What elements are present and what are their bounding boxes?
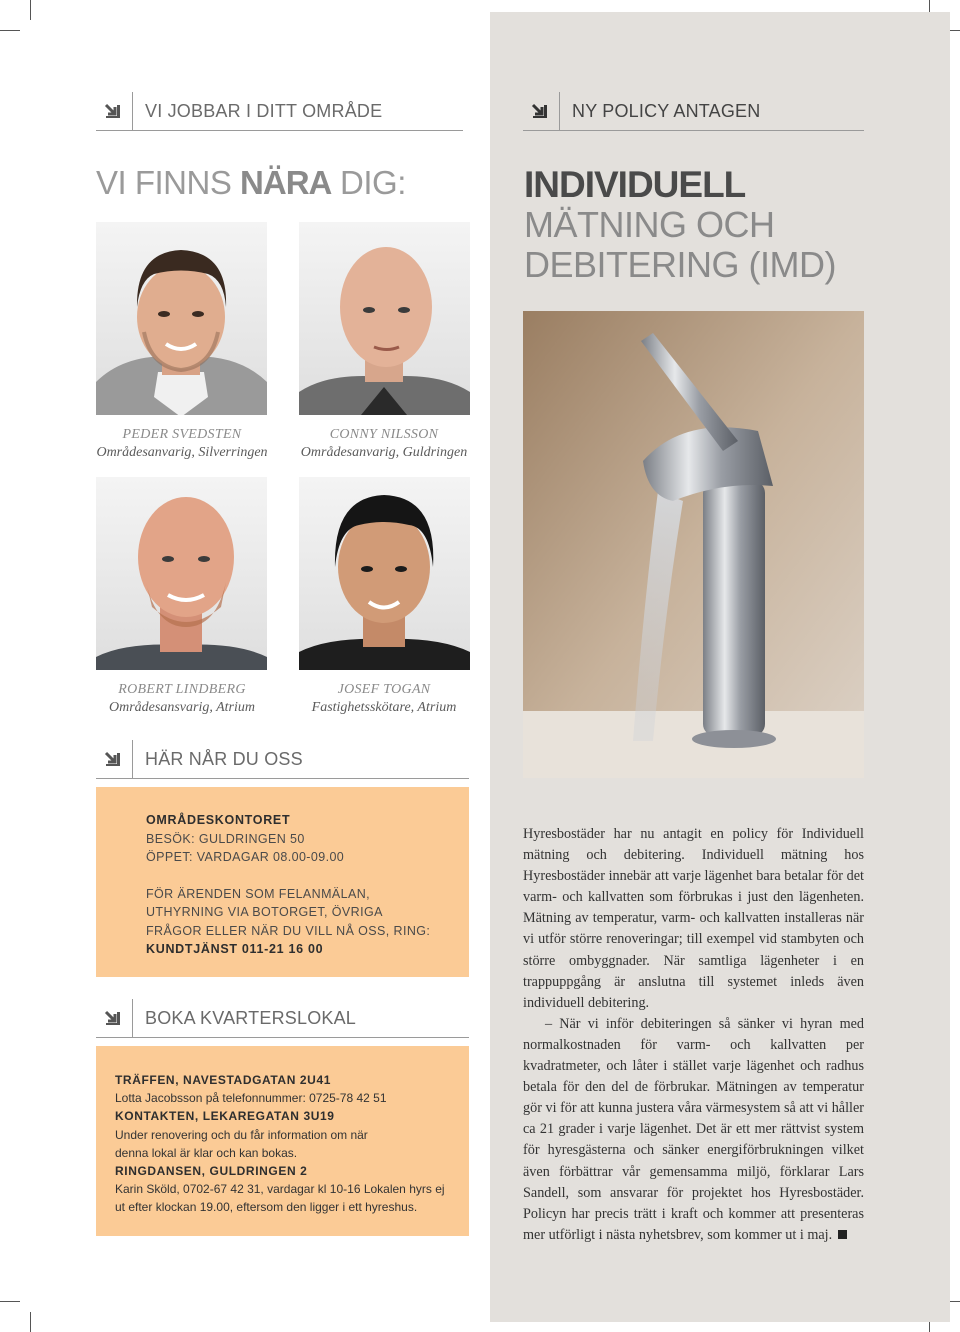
venue-text: ut efter klockan 19.00, eftersom den ligger i ett hyreshus.	[115, 1200, 418, 1215]
arrow-down-right-icon	[96, 999, 133, 1037]
contact-text-line: FRÅGOR ELLER NÄR DU VILL NÅ OSS, RING:	[146, 923, 431, 938]
person-name: PEDER SVEDSTEN	[122, 427, 242, 442]
portrait-photo	[96, 477, 267, 670]
person-caption	[72, 426, 292, 462]
crop-mark	[0, 1301, 20, 1302]
section-header-contact	[96, 740, 469, 779]
person-name: ROBERT LINDBERG	[118, 682, 246, 697]
person-caption	[274, 681, 494, 717]
portrait-photo	[299, 477, 470, 670]
arrow-down-right-icon	[96, 740, 133, 778]
venue-text: denna lokal är klar och kan bokas.	[115, 1145, 298, 1160]
venue-heading: KONTAKTEN, LEKAREGATAN 3U19	[115, 1109, 335, 1124]
section-label: NY POLICY ANTAGEN	[572, 100, 761, 121]
page-title: VI FINNS NÄRA DIG:	[96, 164, 406, 201]
venue-text: Under renovering och du får information om när	[115, 1127, 368, 1142]
contact-box	[96, 787, 469, 977]
end-mark-icon	[838, 1230, 847, 1239]
venue-text: Lotta Jacobsson på telefonnummer: 0725-78 42 51	[115, 1091, 387, 1106]
venue-heading: RINGDANSEN, GULDRINGEN 2	[115, 1164, 308, 1179]
section-header-booking	[96, 999, 469, 1038]
section-label: HÄR NÅR DU OSS	[145, 748, 303, 769]
person-name: CONNY NILSSON	[329, 427, 439, 442]
person-caption	[274, 426, 494, 462]
portrait-photo	[299, 222, 470, 415]
article-title-line: DEBITERING (IMD)	[524, 244, 836, 285]
booking-box	[96, 1046, 469, 1236]
section-label: VI JOBBAR I DITT OMRÅDE	[145, 100, 383, 121]
venue-heading: TRÄFFEN, NAVESTADGATAN 2U41	[115, 1073, 331, 1087]
section-header-policy	[523, 92, 864, 131]
crop-mark	[30, 1312, 31, 1332]
article-title	[524, 165, 864, 285]
person-role: Områdesanvarig, Guldringen	[300, 445, 468, 460]
arrow-down-right-icon	[96, 92, 133, 130]
person-role: Områdesansvarig, Atrium	[109, 700, 255, 715]
article-title-line: MÄTNING OCH	[524, 204, 775, 245]
article-paragraph: – När vi inför debiteringen så sänker vi hyran med normalkostnaden för varm- och kallvatten per kvadratmeter, och låter i stället varje lägenhet och radhus betala för den del de förbrukar. Mätningen av temperatur gör vi för att kunna justera våra värmesystem så att vi håller ca 21 grader i varje lägenhet. Det är ett mer rättvist system för hyresgästerna och sänker energiförbrukningen vilket även förbättrar vår gemensamma miljö, förklarar Lars Sandell, som ansvarar för projektet hos Hyresbostäder. Policyn har precis trätt i kraft och kommer att presenteras mer utförligt i nästa nyhetsbrev, som kommer ut i maj.	[523, 1015, 864, 1243]
person-name: JOSEF TOGAN	[337, 682, 431, 697]
section-label: BOKA KVARTERSLOKAL	[145, 1007, 357, 1028]
article-body	[523, 824, 864, 1246]
portrait-photo	[96, 222, 267, 415]
office-heading: OMRÅDESKONTORET	[146, 813, 291, 827]
faucet-photo	[523, 311, 864, 778]
section-header-area	[96, 92, 463, 131]
contact-text-line: FÖR ÄRENDEN SOM FELANMÄLAN,	[146, 886, 371, 901]
arrow-down-right-icon	[523, 92, 560, 130]
article-title-line: INDIVIDUELL	[524, 164, 746, 205]
crop-mark	[0, 30, 20, 31]
article-paragraph: Hyresbostäder har nu antagit en policy för Individuell mätning och debitering. Individuell mätning hos Hyresbostäder innebär att varje lägenhet bara betalar för det varm- och kallvatten som förbrukas i just den lägenheten. Mätning av temperatur, varm- och kallvatten installeras när vi utför större renoveringar; till exempel vid stambyten och större ombyggnader. När samtliga lägenheter i en trappuppgång är anslutna till systemet inleds även individuell debitering.	[523, 826, 864, 1011]
person-role: Områdesanvarig, Silverringen	[96, 445, 268, 460]
crop-mark	[30, 0, 31, 20]
contact-text-line: UTHYRNING VIA BOTORGET, ÖVRIGA	[146, 905, 383, 919]
person-caption	[72, 681, 292, 717]
person-role: Fastighetsskötare, Atrium	[311, 700, 457, 715]
customer-service-phone: KUNDTJÄNST 011-21 16 00	[146, 942, 324, 956]
office-hours: ÖPPET: VARDAGAR 08.00-09.00	[146, 850, 345, 864]
office-visit: BESÖK: GULDRINGEN 50	[146, 831, 305, 846]
venue-text: Karin Sköld, 0702-67 42 31, vardagar kl 10-16 Lokalen hyrs ej	[115, 1182, 445, 1197]
